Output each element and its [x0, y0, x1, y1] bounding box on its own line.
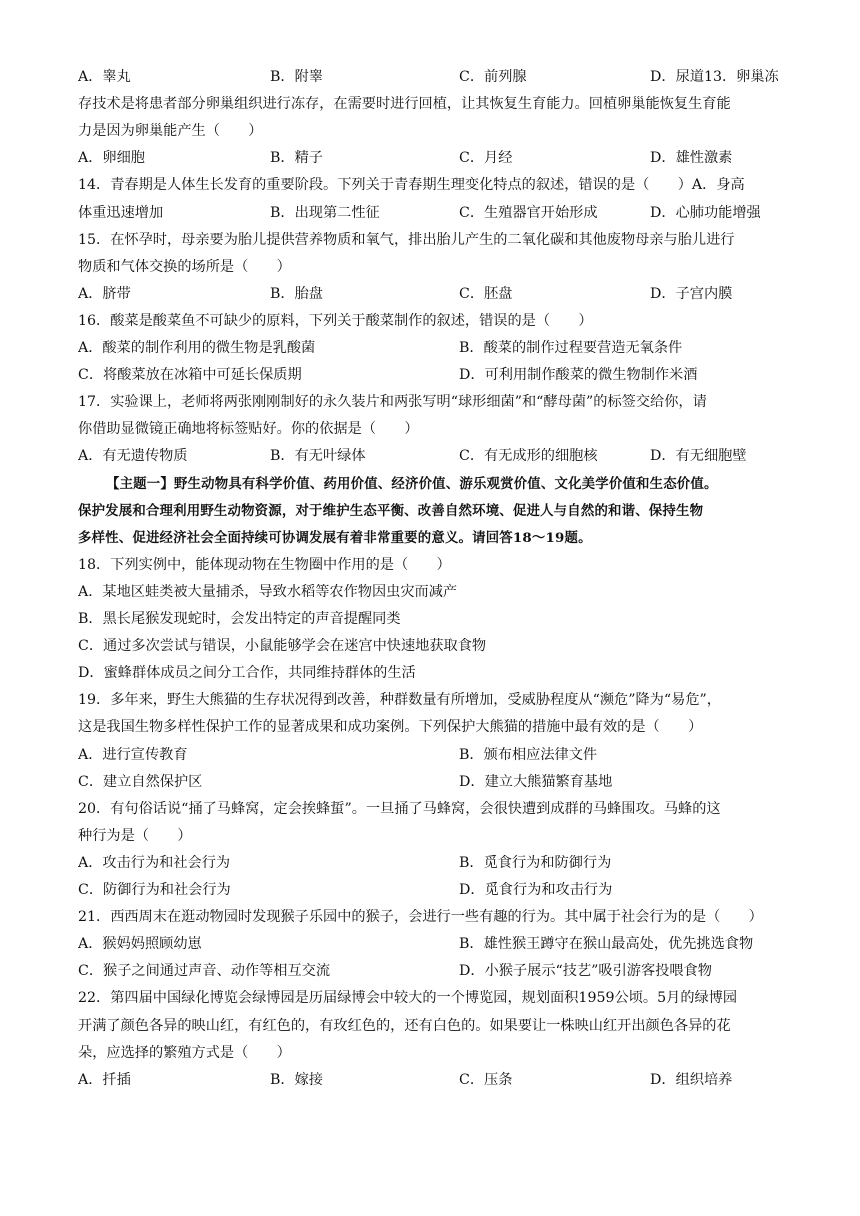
question-text-line: 15．在怀孕时，母亲要为胎儿提供营养物质和氧气，排出胎儿产生的二氧化碳和其他废物母亲与胎儿进行 [78, 231, 735, 248]
option-row [78, 931, 784, 958]
question-text-line: 16．酸菜是酸菜鱼不可缺少的原料，下列关于酸菜制作的叙述，错误的是（ ） [78, 312, 593, 329]
answer-option: B．出现第二性征 [270, 204, 380, 221]
question-text-line: 19．多年来，野生大熊猫的生存状况得到改善，种群数量有所增加，受威胁程度从“濒危”降为“易危”， [78, 692, 721, 709]
answer-option: D．觅食行为和攻击行为 [459, 882, 613, 898]
answer-option: A．睾丸 [78, 69, 131, 85]
question-text-line: B．黑长尾猴发现蛇时，会发出特定的声音提醒同类 [78, 611, 401, 627]
answer-option: C．压条 [459, 1071, 513, 1088]
answer-option: D．组织培养 [650, 1071, 733, 1088]
theme-paragraph-line: 多样性、促进经济社会全面持续可协调发展有着非常重要的意义。请回答18～19题。 [78, 529, 592, 546]
answer-option: C．建立自然保护区 [78, 773, 203, 790]
question-text-line: 14．青春期是人体生长发育的重要阶段。下列关于青春期生理变化特点的叙述，错误的是（ ）A．身高 [78, 177, 745, 194]
question-text-line: D．蜜蜂群体成员之间分工合作，共同维持群体的生活 [78, 665, 416, 682]
answer-option: B．酸菜的制作过程要营造无氧条件 [459, 340, 683, 356]
question-text-line: 存技术是将患者部分卵巢组织进行冻存，在需要时进行回植，让其恢复生育能力。回植卵巢能恢复生育能 [78, 96, 731, 113]
question-text-line: 种行为是（ ） [78, 827, 192, 844]
option-row [78, 281, 784, 308]
answer-option: A．酸菜的制作利用的微生物是乳酸菌 [78, 340, 316, 356]
answer-option: A．卵细胞 [78, 150, 145, 167]
answer-option: D．尿道13．卵巢冻 [650, 69, 779, 85]
answer-option: B．颁布相应法律文件 [459, 746, 598, 763]
answer-option: D．心肺功能增强 [650, 204, 761, 221]
answer-option: C．生殖器官开始形成 [459, 204, 598, 221]
question-text-line: 17．实验课上，老师将两张刚刚制好的永久装片和两张写明“球形细菌”和“酵母菌”的标签交给你，请 [78, 394, 707, 411]
question-text-line: 开满了颜色各异的映山红，有红色的，有玫红色的，还有白色的。如果要让一株映山红开出颜色各异的花 [78, 1017, 731, 1034]
answer-option: B．雄性猴王蹲守在猴山最高处，优先挑选食物 [459, 936, 754, 953]
option-row [78, 877, 784, 904]
answer-option: C．将酸菜放在冰箱中可延长保质期 [78, 367, 302, 384]
option-row [78, 742, 784, 769]
option-row [78, 200, 784, 227]
option-row [78, 850, 784, 877]
question-text-line: A．某地区蛙类被大量捕杀，导致水稻等农作物因虫灾而减产 [78, 583, 458, 600]
question-text-line: 力是因为卵巢能产生（ ） [78, 123, 263, 140]
answer-option: C．猴子之间通过声音、动作等相互交流 [78, 963, 331, 980]
theme-paragraph-line: 保护发展和合理利用野生动物资源，对于维护生态平衡、改善自然环境、促进人与自然的和谐、保持生物 [78, 502, 704, 519]
option-row [78, 335, 784, 362]
option-row [78, 362, 784, 389]
answer-option: B．有无叶绿体 [270, 448, 366, 465]
answer-option: B．精子 [270, 150, 323, 167]
question-text-line: 你借助显微镜正确地将标签贴好。你的依据是（ ） [78, 421, 419, 438]
answer-option: C．胚盘 [459, 285, 513, 302]
answer-option: C．月经 [459, 150, 513, 167]
answer-option: D．小猴子展示“技艺”吸引游客投喂食物 [459, 963, 712, 980]
answer-option: B．嫁接 [270, 1071, 323, 1088]
answer-option: D．雄性激素 [650, 150, 733, 167]
answer-option: A．攻击行为和社会行为 [78, 854, 231, 871]
option-row [78, 958, 784, 985]
question-text-line: 这是我国生物多样性保护工作的显著成果和成功案例。下列保护大熊猫的措施中最有效的是（ ） [78, 719, 703, 736]
question-text-line: 18．下列实例中，能体现动物在生物圈中作用的是（ ） [78, 556, 451, 573]
question-text-line: 20．有句俗话说“捅了马蜂窝，定会挨蜂蜇”。一旦捅了马蜂窝，会很快遭到成群的马蜂围攻。马蜂的这 [78, 800, 721, 817]
option-row [78, 443, 784, 470]
theme-paragraph-line: 【主题一】野生动物具有科学价值、药用价值、经济价值、游乐观赏价值、文化美学价值和生态价值。 [106, 475, 718, 492]
question-text-line: 21．西西周末在逛动物园时发现猴子乐园中的猴子，会进行一些有趣的行为。其中属于社会行为的是（ ） [78, 909, 763, 926]
answer-option: D．建立大熊猫繁育基地 [459, 773, 613, 790]
answer-option: 体重迅速增加 [78, 204, 164, 221]
answer-option: A．扦插 [78, 1071, 131, 1088]
question-text-line: 22．第四届中国绿化博览会绿博园是历届绿博会中较大的一个博览园，规划面积1959公顷。5月的绿博园 [78, 990, 738, 1007]
question-text-line: 朵，应选择的繁殖方式是（ ） [78, 1044, 291, 1061]
answer-option: C．有无成形的细胞核 [459, 448, 598, 465]
answer-option: B．觅食行为和防御行为 [459, 854, 612, 871]
answer-option: C．前列腺 [459, 69, 527, 85]
answer-option: B．附睾 [270, 69, 323, 85]
answer-option: A．有无遗传物质 [78, 448, 188, 465]
answer-option: A．脐带 [78, 285, 131, 302]
answer-option: A．进行宣传教育 [78, 746, 188, 763]
answer-option: B．胎盘 [270, 285, 323, 302]
question-text-line: C．通过多次尝试与错误，小鼠能够学会在迷宫中快速地获取食物 [78, 638, 487, 655]
answer-option: D．有无细胞壁 [650, 448, 747, 465]
option-row [78, 145, 784, 172]
answer-option: A．猴妈妈照顾幼崽 [78, 936, 202, 953]
option-row [78, 64, 784, 91]
answer-option: D．子宫内膜 [650, 285, 733, 302]
option-row [78, 769, 784, 796]
question-text-line: 物质和气体交换的场所是（ ） [78, 258, 291, 275]
option-row [78, 1067, 784, 1094]
answer-option: D．可利用制作酸菜的微生物制作米酒 [459, 367, 698, 384]
answer-option: C．防御行为和社会行为 [78, 882, 231, 898]
